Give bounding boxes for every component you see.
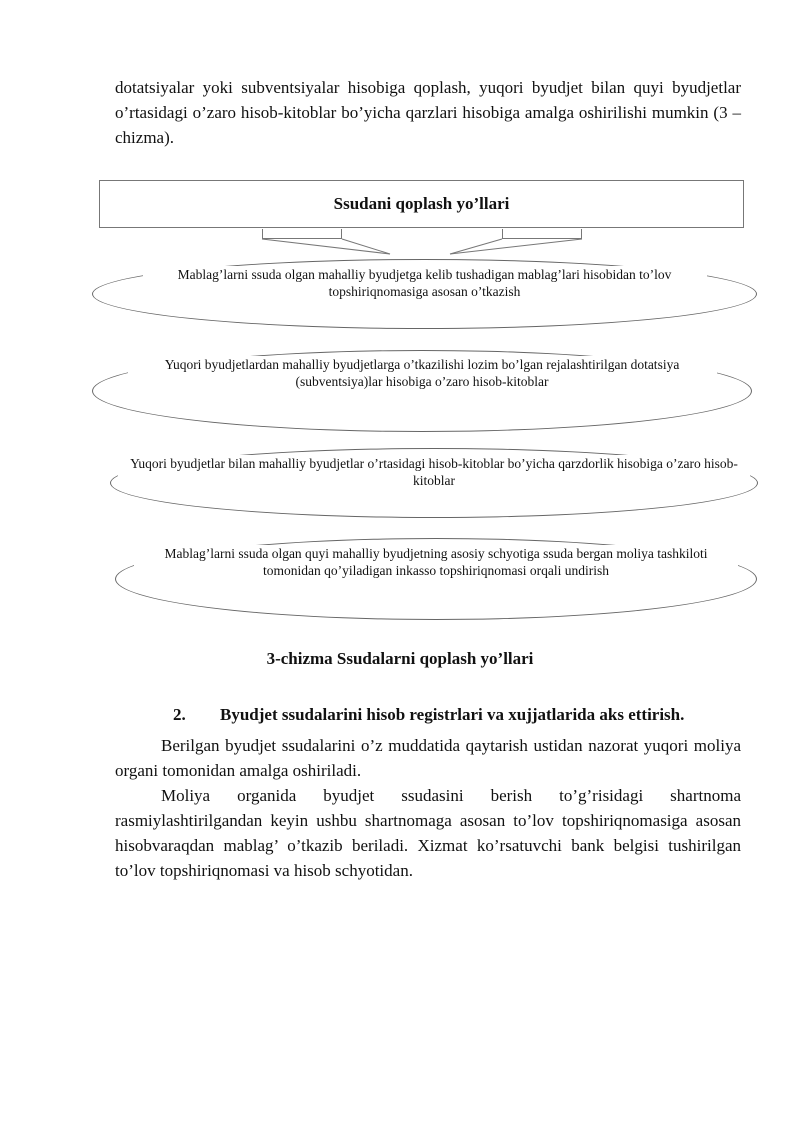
section-title: Byudjet ssudalarini hisob registrlari va xujjatlarida aks ettirish. — [220, 705, 685, 724]
connector-lines — [0, 0, 800, 300]
oval-method-1-text: Mablag’larni ssuda olgan mahalliy byudjetga kelib tushadigan mablag’lari hisobidan to’lov topshiriqnomasiga asosan o’tkazish — [143, 266, 707, 300]
oval-method-4 — [115, 538, 757, 620]
oval-method-2-text: Yuqori byudjetlardan mahalliy byudjetlarga o’tkazilishi lozim bo’lgan rejalashtirilgan dotatsiya (subventsiya)lar hisobiga o’zaro hisob-kitoblar — [128, 356, 717, 390]
body-paragraph-2: Moliya organida byudjet ssudasini berish to’g’risidagi shartnoma rasmiylashtirilgandan keyin ushbu shartnomaga asosan to’lov topshiriqnomasiga asosan hisobvaraqdan mablag’ o’tkazib beriladi. Xizmat ko’rsatuvchi bank belgisi tushirilgan to’lov topshiriqnomasi va hisob schyotidan. — [115, 786, 741, 880]
body-paragraph-1: Berilgan byudjet ssudalarini o’z muddatida qaytarish ustidan nazorat yuqori moliya organi tomonidan amalga oshiriladi. — [115, 736, 741, 780]
figure-caption: 3-chizma Ssudalarni qoplash yo’llari — [266, 649, 534, 668]
oval-method-2 — [92, 350, 752, 432]
oval-method-4-text: Mablag’larni ssuda olgan quyi mahalliy byudjetning asosiy schyotiga ssuda bergan moliya tashkiloti tomonidan qo’yiladigan inkasso topshiriqnomasi orqali undirish — [134, 545, 738, 579]
oval-method-3 — [110, 448, 758, 518]
intro-paragraph: dotatsiyalar yoki subventsiyalar hisobiga qoplash, yuqori byudjet bilan quyi byudjetlar o’rtasidagi o’zaro hisob-kitoblar bo’yicha qarzlari hisobiga amalga oshirilishi mumkin (3 –chizma). — [115, 78, 741, 147]
oval-method-3-text: Yuqori byudjetlar bilan mahalliy byudjetlar o’rtasidagi hisob-kitoblar bo’yicha qarzdorlik hisobiga o’zaro hisob-kitoblar — [118, 455, 750, 489]
section-number: 2. — [173, 705, 186, 724]
oval-method-1 — [92, 259, 757, 329]
diagram-title: Ssudani qoplash yo’llari — [333, 194, 510, 213]
